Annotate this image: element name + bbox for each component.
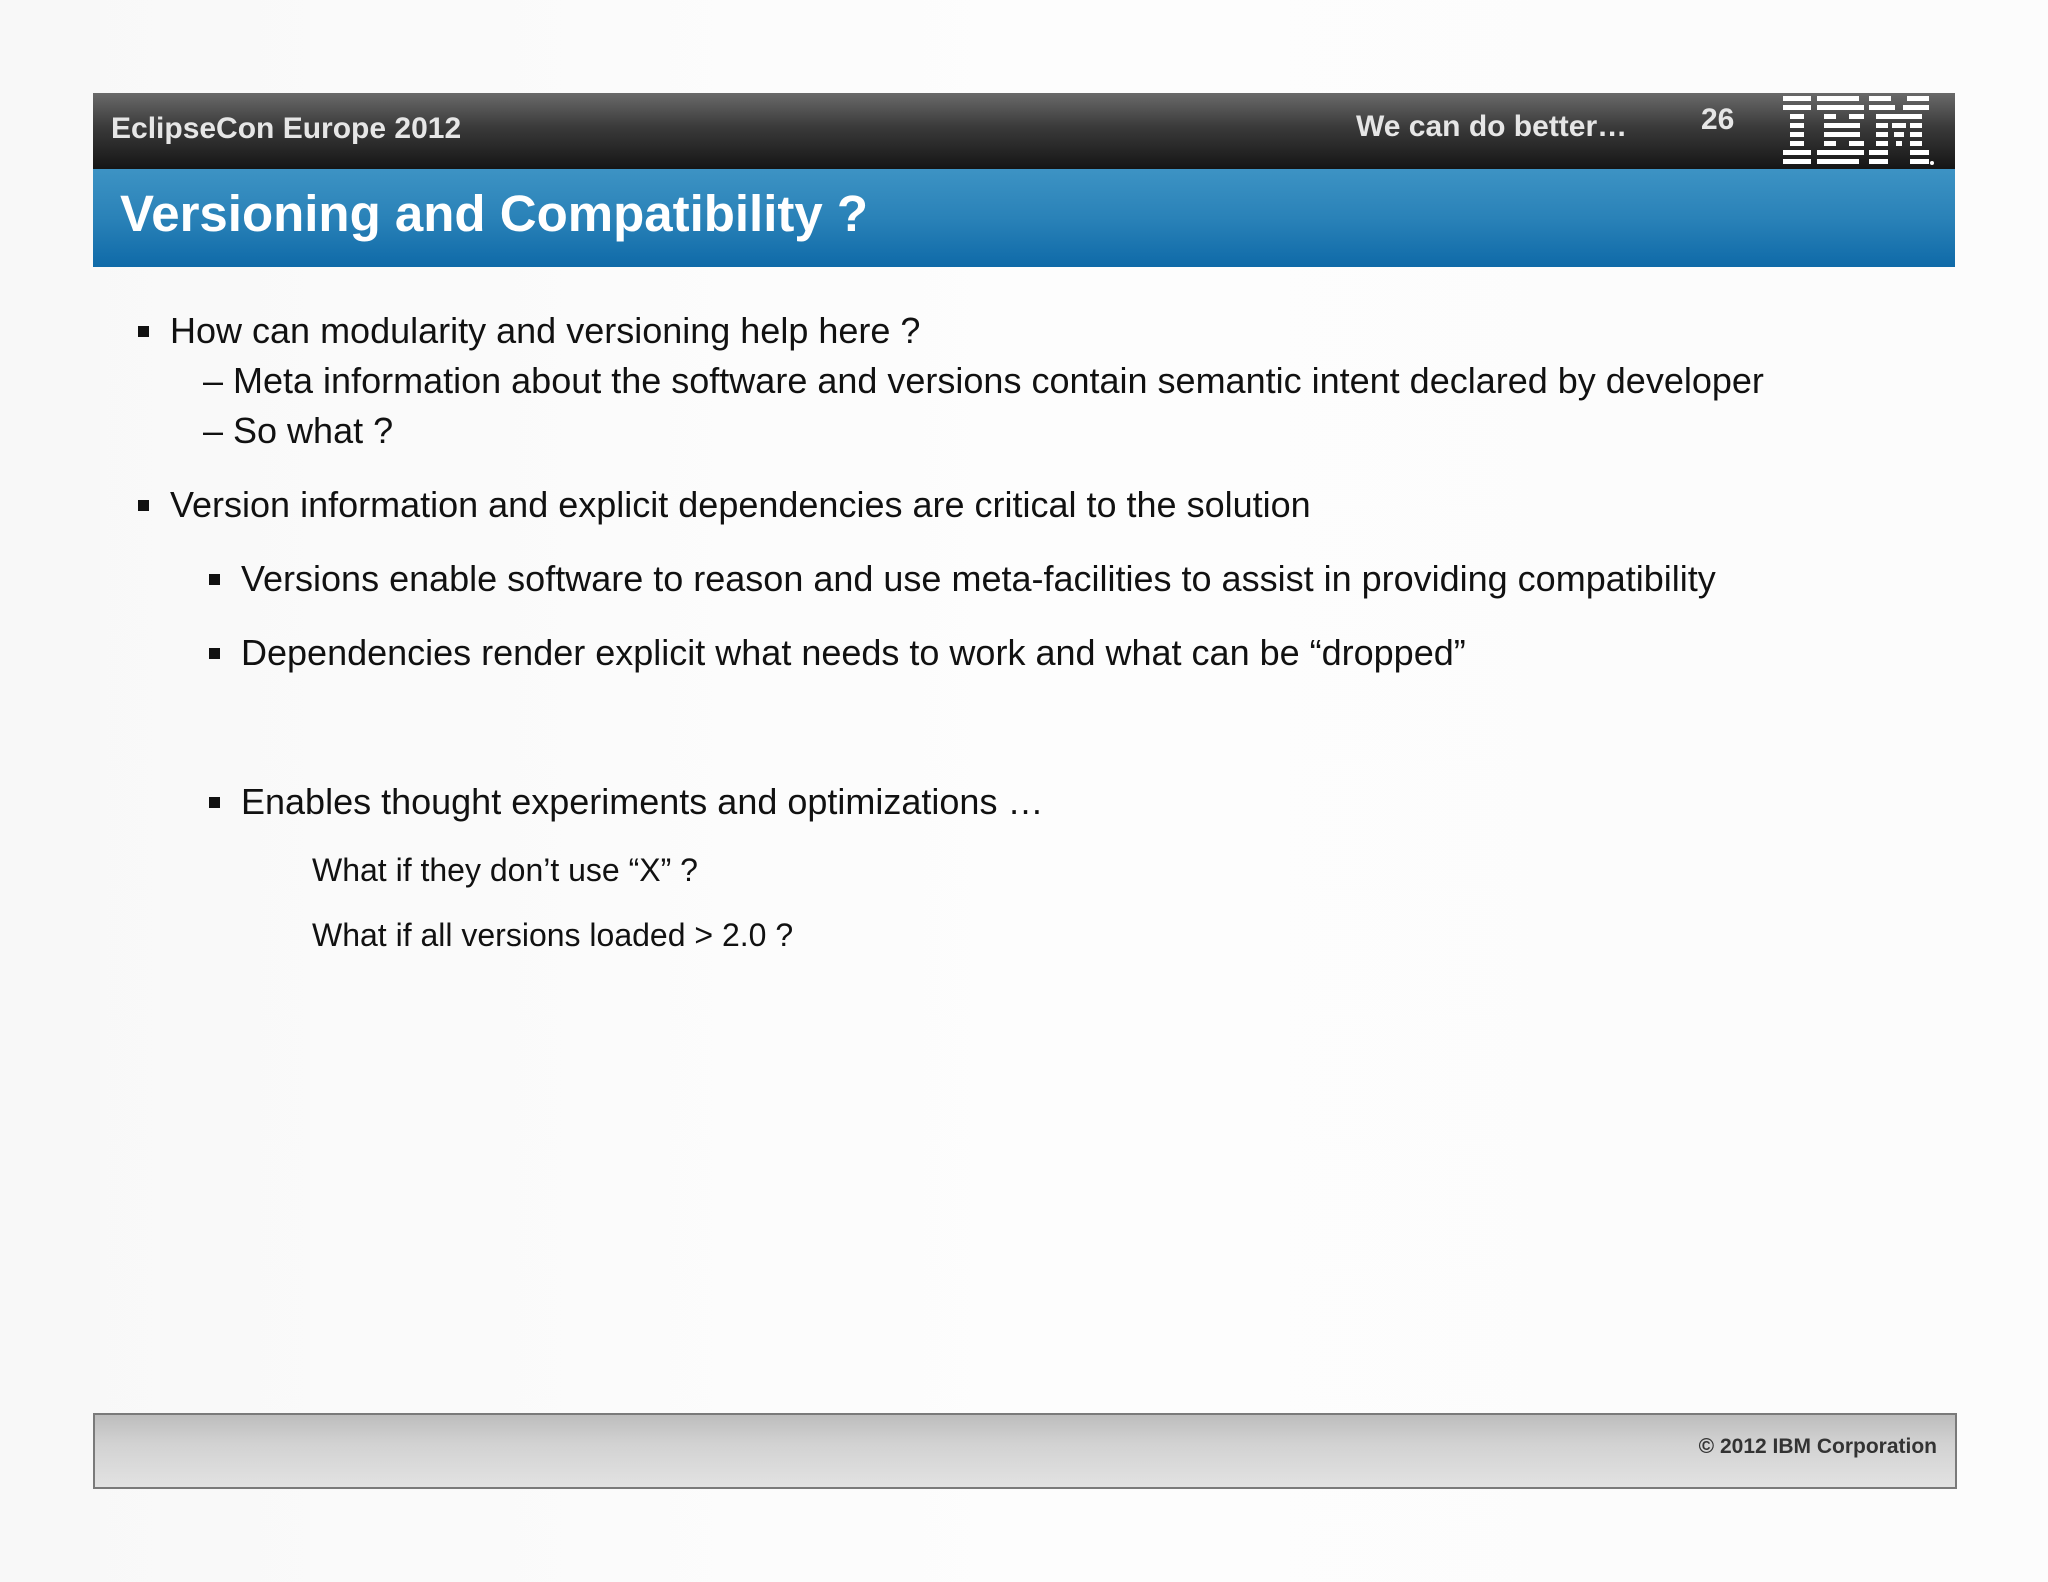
sub-bullet-text: Enables thought experiments and optimizations … xyxy=(241,781,1044,822)
page-number: 26 xyxy=(1701,103,1735,136)
bullet-text: Version information and explicit dependencies are critical to the solution xyxy=(170,484,1311,525)
sub-bullet-text: Versions enable software to reason and use meta-facilities to assist in providing compatibility xyxy=(241,558,1716,599)
bullet-text: How can modularity and versioning help here ? xyxy=(170,310,921,351)
header-tagline: We can do better… xyxy=(1356,110,1628,143)
sub-note-text: What if they don’t use “X” ? xyxy=(312,852,698,888)
sub-note-text: What if all versions loaded > 2.0 ? xyxy=(312,917,794,953)
dash-item: – So what ? xyxy=(203,410,394,451)
sub-bullet-text: Dependencies render explicit what needs to work and what can be “dropped” xyxy=(241,632,1466,673)
bullet-square-icon xyxy=(209,797,220,808)
bullet-square-icon xyxy=(138,500,149,511)
footer-bar xyxy=(93,1413,1957,1489)
slide-title: Versioning and Compatibility ? xyxy=(120,185,869,242)
copyright-text: © 2012 IBM Corporation xyxy=(1698,1435,1937,1458)
bullet-square-icon xyxy=(209,648,220,659)
dash-item: – Meta information about the software and versions contain semantic intent declared by developer xyxy=(203,360,1764,401)
bullet-square-icon xyxy=(138,326,149,337)
conference-name: EclipseCon Europe 2012 xyxy=(111,112,462,145)
bullet-square-icon xyxy=(209,574,220,585)
